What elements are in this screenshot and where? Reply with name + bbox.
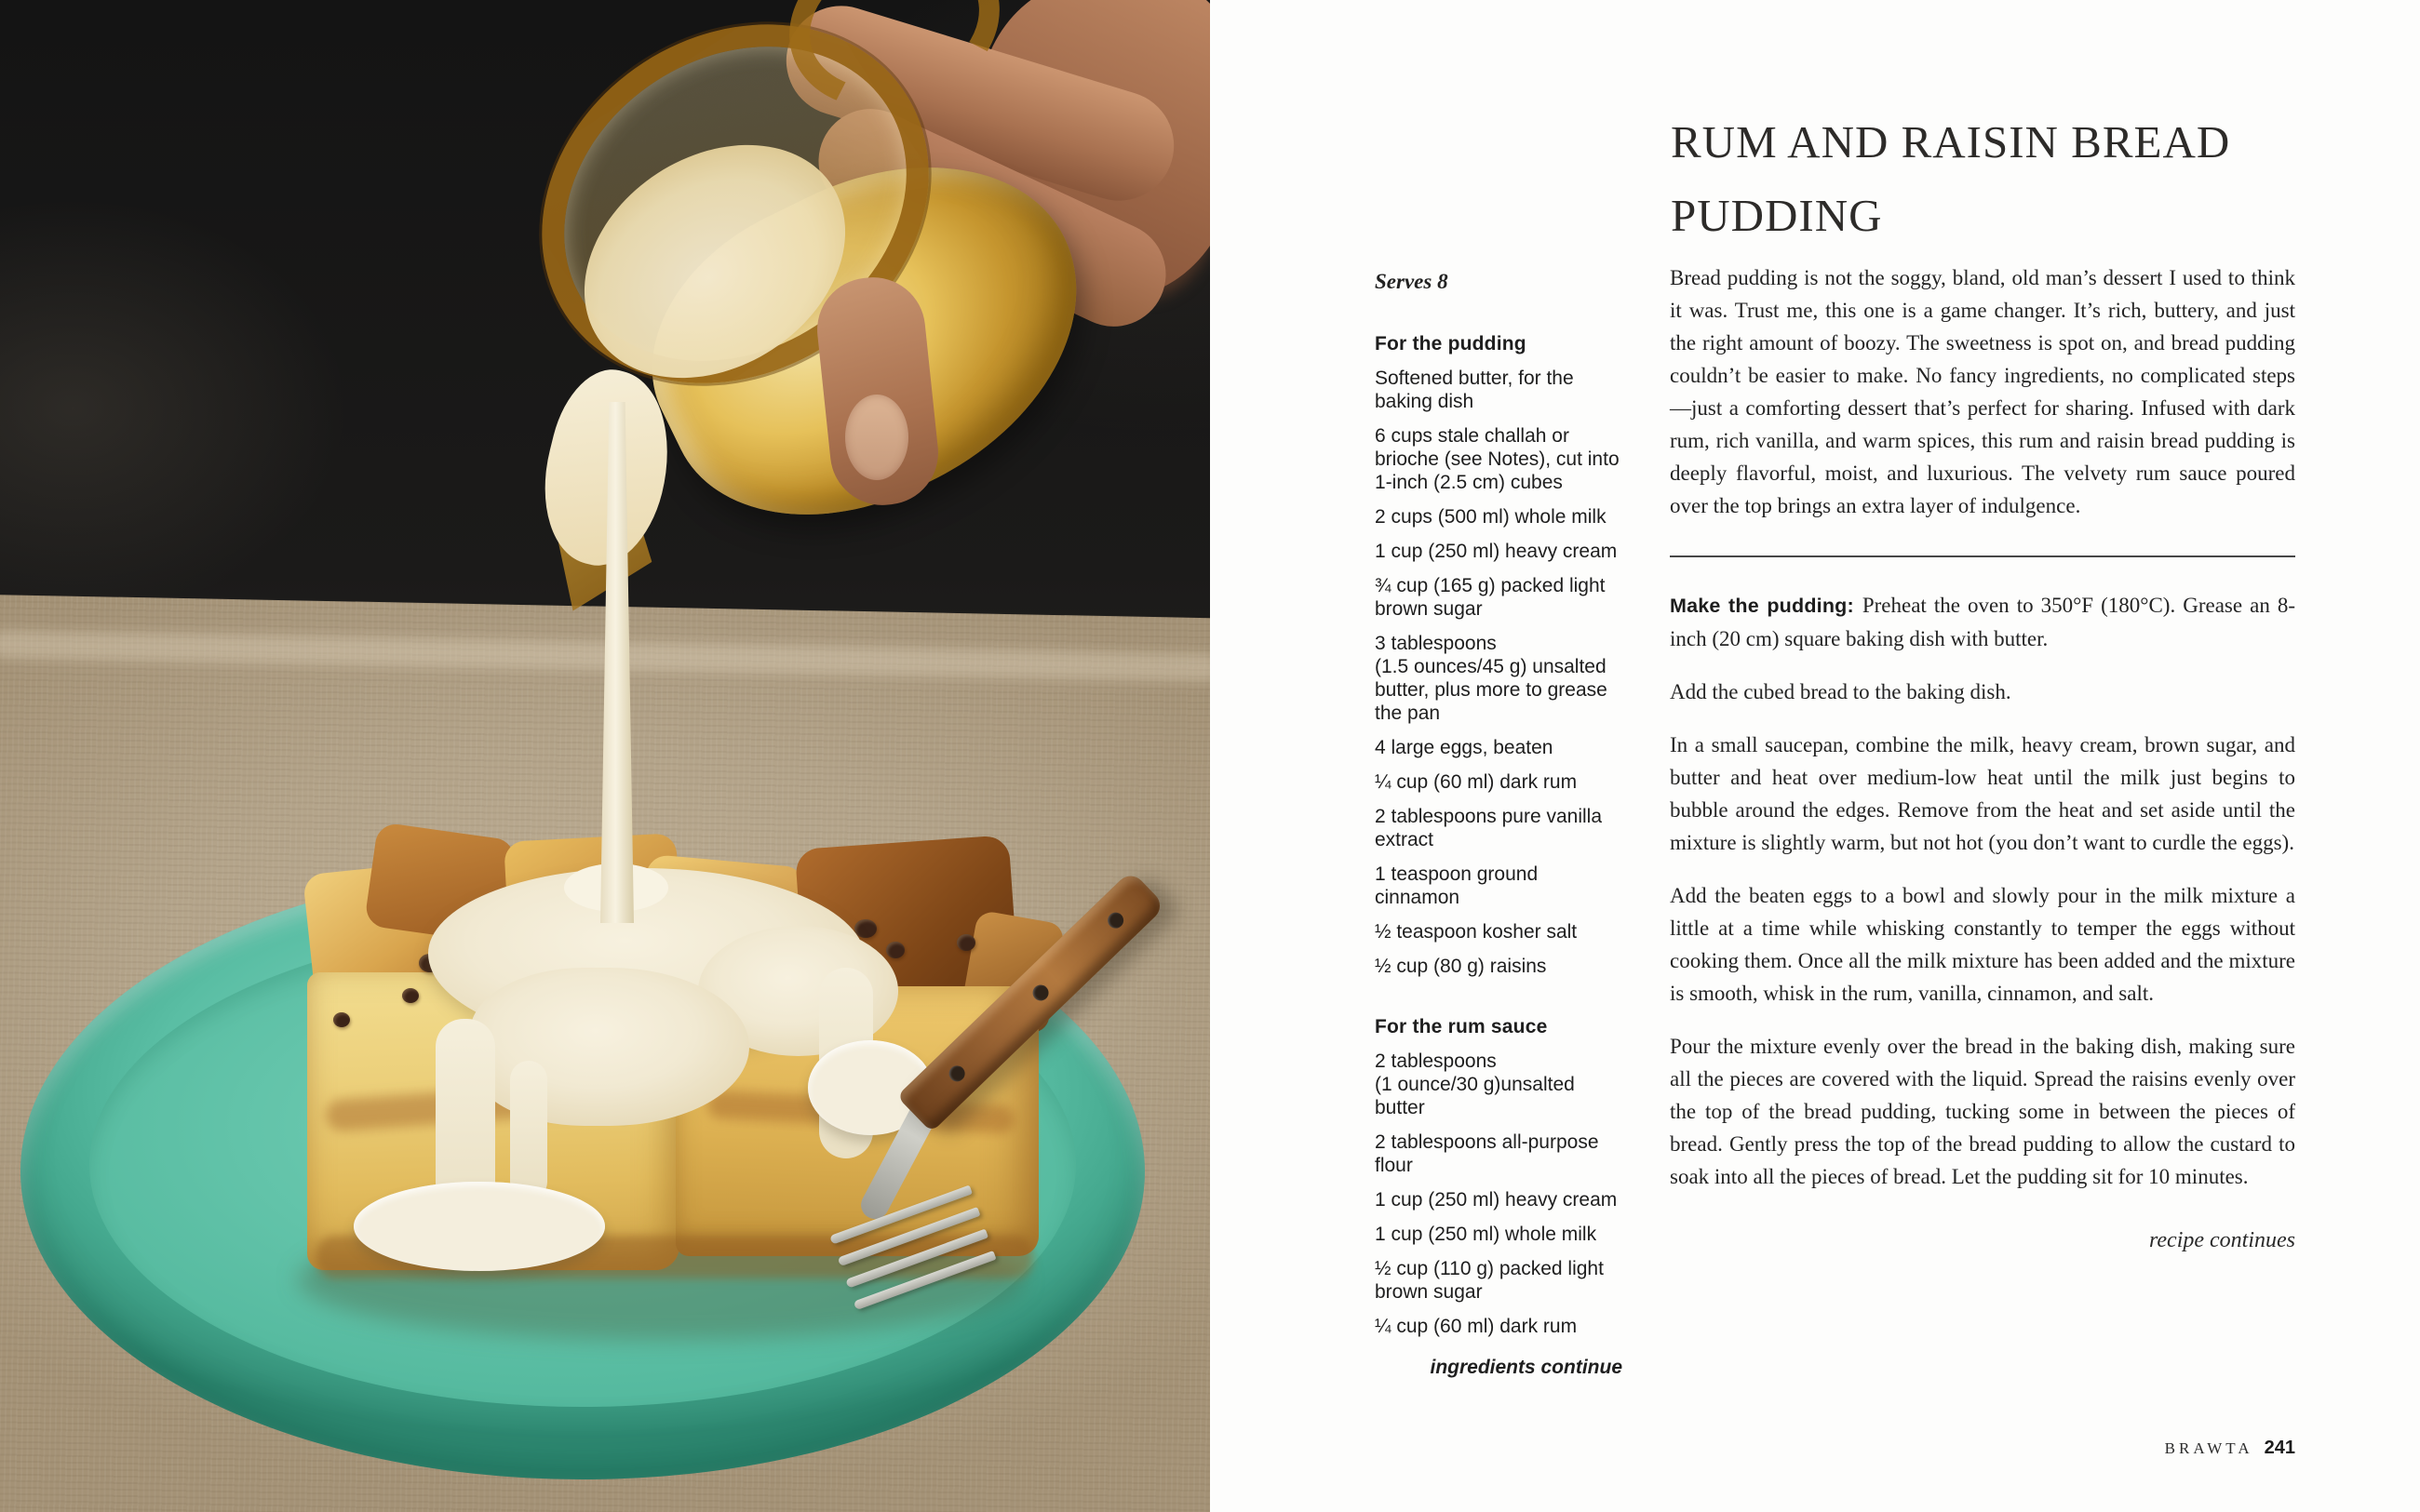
book-title: BRAWTA [2164,1439,2253,1457]
fork-rivet [946,1063,968,1085]
recipe-continue-note: recipe continues [2148,1228,2295,1252]
step-text: Preheat the oven to 350°F (180°C). Grease an 8-inch (20 cm) square baking dish with butter. [1670,594,2295,650]
raisin [333,1012,350,1027]
ingredient: 2 tablespoons pure vanilla extract [1375,806,1603,850]
intro-paragraph: Bread pudding is not the soggy, bland, old man’s dessert I used to think it was. Trust me, this one is a game changer. It’s rich, buttery, and just the right amount of boozy. The sweetness is spot on, and bread pudding couldn’t be easier to make. No fancy ingredients, no complicated steps—just a comforting dessert that’s perfect for sharing. Infused with dark rum, rich vanilla, and warm spices, this rum and raisin bread pudding is deeply flavorful, moist, and luxurious. The velvety rum sauce poured over the top brings an extra layer of indulgence. [1670,266,2295,517]
ingredients-continue-note: ingredients continue [1430,1357,1622,1378]
section-divider [1670,555,2295,557]
ingredient: ½ teaspoon kosher salt [1375,921,1578,943]
cream-drip [510,1061,547,1200]
method-step [1670,589,2295,655]
step-label: Make the pudding: [1670,595,1854,617]
ingredient: ¼ cup (60 ml) dark rum [1375,771,1578,793]
thumb-nail [845,395,908,480]
ingredients-column [1375,332,1628,1349]
fork-rivet [1105,909,1127,931]
ingredient: 4 large eggs, beaten [1375,737,1553,758]
page-footer [1670,1438,2295,1459]
ingredient: 1 teaspoon ground cinnamon [1375,863,1539,908]
raisin [957,934,975,951]
raisin [886,942,905,958]
ingredient: 1 cup (250 ml) whole milk [1375,1224,1597,1245]
method-step: Add the beaten eggs to a bowl and slowly pour in the milk mixture a little at a time while whisking constantly to temper the eggs without cooking them. Once all the milk mixture has been added and the mixture is smooth, whisk in the rum, vanilla, cinnamon, and salt. [1670,884,2295,1005]
ingredient: ¾ cup (165 g) packed light brown sugar [1375,575,1606,620]
ingredient: 6 cups stale challah or brioche (see Notes), cut into 1-inch (2.5 cm) cubes [1375,425,1620,493]
serves-note: Serves 8 [1375,270,1448,293]
ingredient: ¼ cup (60 ml) dark rum [1375,1316,1578,1337]
ingredient: 2 tablespoons all-purpose flour [1375,1131,1599,1176]
ingredient: 1 cup (250 ml) heavy cream [1375,541,1618,562]
ingredients-section-header: For the pudding [1375,333,1526,355]
raisin [854,919,877,938]
page-number: 241 [2264,1438,2295,1458]
method-step: Pour the mixture evenly over the bread in the baking dish, making sure all the pieces are covered with the liquid. Spread the raisins evenly over the top of the bread pudding, tucking some in between the pieces of bread. Gently press the top of the bread pudding to allow the custard to soak into all the pieces of bread. Let the pudding sit for 10 minutes. [1670,1035,2295,1188]
ingredient: 2 cups (500 ml) whole milk [1375,506,1607,528]
ingredient: Softened butter, for the baking dish [1375,368,1574,412]
recipe-body-column [1670,261,2295,1257]
recipe-title: RUM AND RAISIN BREAD PUDDING [1671,115,2231,241]
ingredient: ½ cup (80 g) raisins [1375,956,1547,977]
fork-rivet [1029,982,1052,1004]
raisin [402,988,419,1003]
ingredients-section-header: For the rum sauce [1375,1016,1548,1037]
cream-pool [354,1182,605,1271]
recipe-page [1210,0,2420,1512]
ingredient: 2 tablespoons (1 ounce/30 g)unsalted butter [1375,1050,1575,1118]
ingredient: ½ cup (110 g) packed light brown sugar [1375,1258,1604,1303]
ingredient: 3 tablespoons (1.5 ounces/45 g) unsalted butter, plus more to grease the pan [1375,633,1607,724]
method-step: Add the cubed bread to the baking dish. [1670,680,2011,703]
ingredient: 1 cup (250 ml) heavy cream [1375,1189,1618,1211]
section-spacer [1375,989,1628,1015]
method-step: In a small saucepan, combine the milk, heavy cream, brown sugar, and butter and heat over medium-low heat until the milk just begins to bubble around the edges. Remove from the heat and set aside until the mixture is slightly warm, but not hot (you don’t want to curdle the eggs). [1670,733,2295,854]
